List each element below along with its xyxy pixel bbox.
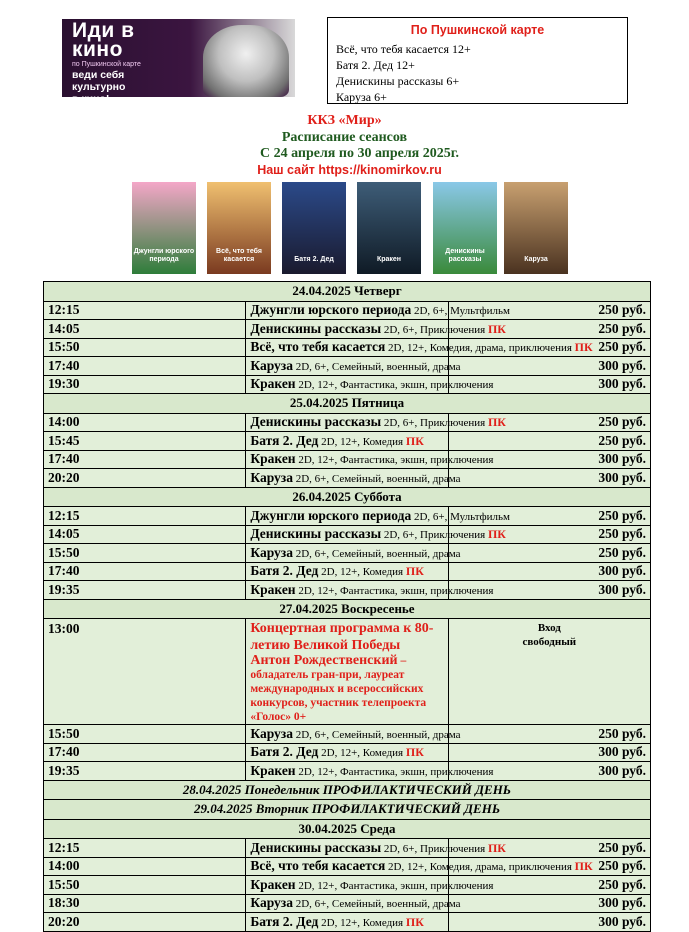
schedule-period: С 24 апреля по 30 апреля 2025г. [259, 146, 460, 161]
day-header-row [44, 487, 651, 507]
session-time: 19:35 [44, 581, 246, 600]
session-time: 15:50 [44, 338, 246, 357]
session-movie [246, 525, 507, 544]
pushkin-card-mark: ПК [574, 340, 593, 355]
session-row [44, 839, 651, 858]
session-price: 300 руб. [448, 581, 650, 600]
day-header: 24.04.2025 Четверг [44, 282, 651, 302]
movie-info: 2D, 12+, Комедия [318, 747, 406, 760]
movie-info: 2D, 12+, Фантастика, экшн, приключения [295, 765, 494, 778]
movie-title: Кракен [250, 376, 296, 392]
movie-info: 2D, 6+, Семейный, военный, драма [292, 547, 461, 560]
pushkin-card-item: Батя 2. Дед 12+ [336, 58, 415, 72]
session-time: 12:15 [44, 301, 246, 320]
day-header-row [44, 800, 651, 820]
session-row [44, 450, 651, 469]
session-time: 12:15 [44, 507, 246, 526]
movie-poster [132, 182, 196, 274]
movie-title: Денискины рассказы [250, 526, 382, 542]
day-header-row [44, 394, 651, 414]
session-row [44, 432, 651, 451]
movie-info: 2D, 12+, Комедия, драма, приключения [385, 861, 575, 874]
session-price: 300 руб. [448, 450, 650, 469]
movie-poster [357, 182, 421, 274]
movie-title: Джунгли юрского периода [250, 507, 412, 523]
movie-title: Каруза [250, 544, 293, 560]
concert-title: Концертная программа к 80-летию Великой Победы [250, 621, 434, 653]
concert-performer: Антон Рождественский [250, 653, 398, 668]
session-movie [246, 839, 507, 858]
poster-title: Кракен [376, 256, 402, 263]
session-movie [246, 562, 448, 581]
session-movie [246, 894, 461, 913]
price-line: свободный [522, 636, 577, 648]
banner-subtitle: по Пушкинской карте [72, 61, 141, 68]
session-movie [246, 544, 461, 563]
session-movie [246, 450, 494, 469]
movie-info: 2D, 12+, Фантастика, экшн, приключения [295, 584, 494, 597]
movie-title: Кракен [250, 876, 296, 892]
movie-info: 2D, 12+, Комедия [318, 435, 406, 448]
movie-poster [282, 182, 346, 274]
session-time: 14:00 [44, 857, 246, 876]
movie-title: Кракен [250, 762, 296, 778]
session-price: 250 руб. [448, 725, 650, 744]
session-price: 250 руб. [448, 839, 650, 858]
session-price: 300 руб. [448, 375, 650, 394]
session-row [44, 413, 651, 432]
session-row [44, 581, 651, 600]
session-time: 14:05 [44, 320, 246, 339]
session-time: 18:30 [44, 894, 246, 913]
movie-poster [504, 182, 568, 274]
session-time: 15:50 [44, 725, 246, 744]
movie-title: Всё, что тебя касается [250, 858, 386, 874]
movie-info: 2D, 6+, Приключения [381, 417, 488, 430]
movie-title: Каруза [250, 469, 293, 485]
banner-slogan-3: в кино! [72, 93, 110, 105]
session-price: 300 руб. [448, 357, 650, 376]
session-movie [246, 469, 461, 488]
session-row [44, 469, 651, 488]
pushkin-card-mark: ПК [487, 415, 507, 430]
day-header: 28.04.2025 Понедельник ПРОФИЛАКТИЧЕСКИЙ ДЕНЬ [44, 780, 651, 800]
session-price: 250 руб. [448, 338, 650, 357]
pushkin-card-mark: ПК [574, 859, 593, 874]
schedule-title: Расписание сеансов [281, 130, 408, 145]
session-time: 13:00 [44, 619, 246, 725]
pushkin-card-item: Денискины рассказы 6+ [336, 74, 460, 88]
session-row [44, 913, 651, 932]
movie-title: Джунгли юрского периода [250, 302, 412, 318]
movie-info: 2D, 6+, Приключения [381, 323, 488, 336]
session-time: 17:40 [44, 450, 246, 469]
pushkin-card-mark: ПК [487, 321, 507, 336]
movie-title: Батя 2. Дед [250, 563, 319, 579]
session-time: 15:50 [44, 876, 246, 895]
session-time: 14:00 [44, 413, 246, 432]
banner-slogan-2: культурно [72, 81, 126, 93]
session-time: 15:50 [44, 544, 246, 563]
session-price: 250 руб. [448, 301, 650, 320]
session-movie [246, 857, 593, 876]
poster-title: Всё, что тебя касается [216, 248, 262, 263]
session-row [44, 876, 651, 895]
session-movie [246, 876, 494, 895]
session-price: 300 руб. [448, 562, 650, 581]
pushkin-card-box [327, 17, 628, 104]
session-row [44, 725, 651, 744]
session-movie [246, 762, 494, 781]
banner-slogan-1: веди себя [72, 69, 125, 81]
pushkin-card-banner [62, 19, 295, 105]
concert-row [44, 619, 651, 725]
movie-title: Всё, что тебя касается [250, 339, 386, 355]
session-time: 15:45 [44, 432, 246, 451]
pushkin-card-mark: ПК [487, 840, 507, 855]
session-row [44, 301, 651, 320]
session-row [44, 743, 651, 762]
session-price: 250 руб. [448, 413, 650, 432]
movie-poster [207, 182, 271, 274]
concert-price [448, 619, 650, 725]
day-header-row [44, 780, 651, 800]
session-price: 250 руб. [448, 432, 650, 451]
movie-info: 2D, 12+, Фантастика, экшн, приключения [295, 879, 494, 892]
banner-line-1: Иди в [72, 19, 135, 42]
session-price: 250 руб. [448, 876, 650, 895]
session-movie [246, 357, 461, 376]
movie-info: 2D, 6+, Мультфильм [411, 510, 510, 523]
movie-title: Денискины рассказы [250, 839, 382, 855]
movie-title: Батя 2. Дед [250, 913, 319, 929]
pushkin-card-mark: ПК [405, 433, 424, 448]
session-price: 300 руб. [448, 743, 650, 762]
movie-title: Батя 2. Дед [250, 432, 319, 448]
poster-title: Каруза [524, 256, 548, 263]
pushkin-card-mark: ПК [487, 527, 507, 542]
movie-info: 2D, 12+, Фантастика, экшн, приключения [295, 454, 494, 467]
movie-info: 2D, 6+, Семейный, военный, драма [292, 360, 461, 373]
movie-title: Батя 2. Дед [250, 744, 319, 760]
movie-poster [433, 182, 497, 274]
session-time: 17:40 [44, 562, 246, 581]
session-row [44, 320, 651, 339]
poster-title: Джунгли юрского периода [133, 248, 195, 263]
session-movie [246, 301, 510, 320]
movie-info: 2D, 6+, Приключения [381, 842, 488, 855]
session-price: 250 руб. [448, 525, 650, 544]
session-row [44, 562, 651, 581]
pushkin-card-mark: ПК [405, 745, 424, 760]
movie-info: 2D, 6+, Мультфильм [411, 305, 510, 318]
movie-title: Каруза [250, 895, 293, 911]
banner-slogan [72, 69, 125, 105]
day-header-row [44, 819, 651, 839]
movie-title: Денискины рассказы [250, 320, 382, 336]
concert-description [250, 654, 443, 724]
session-time: 14:05 [44, 525, 246, 544]
movie-info: 2D, 12+, Комедия [318, 566, 406, 579]
session-row [44, 894, 651, 913]
day-header: 29.04.2025 Вторник ПРОФИЛАКТИЧЕСКИЙ ДЕНЬ [44, 800, 651, 820]
session-row [44, 357, 651, 376]
session-row [44, 375, 651, 394]
session-price: 300 руб. [448, 913, 650, 932]
movie-info: 2D, 6+, Приключения [381, 529, 488, 542]
session-movie [246, 913, 448, 932]
session-row [44, 544, 651, 563]
session-time: 19:35 [44, 762, 246, 781]
session-row [44, 525, 651, 544]
poster-title: Денискины рассказы [445, 248, 485, 263]
pushkin-card-item: Каруза 6+ [336, 90, 387, 104]
session-movie [246, 743, 448, 762]
day-header-row [44, 599, 651, 619]
day-header: 25.04.2025 Пятница [44, 394, 651, 414]
concert-info [246, 619, 448, 725]
session-movie [246, 725, 461, 744]
movie-info: 2D, 6+, Семейный, военный, драма [292, 472, 461, 485]
movie-title: Каруза [250, 357, 293, 373]
session-movie [246, 432, 448, 451]
pushkin-portrait [203, 25, 289, 97]
session-movie [246, 338, 593, 357]
day-header: 27.04.2025 Воскресенье [44, 599, 651, 619]
poster-title: Батя 2. Дед [294, 256, 334, 263]
session-row [44, 857, 651, 876]
banner-headline [72, 21, 135, 59]
movie-info: 2D, 12+, Комедия [318, 916, 406, 929]
pushkin-card-mark: ПК [405, 564, 424, 579]
venue-name: ККЗ «Мир» [307, 113, 382, 128]
movie-title: Каруза [250, 725, 293, 741]
session-time: 17:40 [44, 743, 246, 762]
session-price: 300 руб. [448, 894, 650, 913]
session-price: 300 руб. [448, 762, 650, 781]
schedule-table [43, 281, 651, 932]
session-movie [246, 375, 494, 394]
pushkin-card-mark: ПК [405, 914, 424, 929]
session-time: 12:15 [44, 839, 246, 858]
pushkin-card-title: По Пушкинской карте [410, 23, 545, 37]
movie-title: Кракен [250, 451, 296, 467]
day-header: 26.04.2025 Суббота [44, 487, 651, 507]
session-row [44, 762, 651, 781]
session-price: 250 руб. [448, 320, 650, 339]
session-price: 250 руб. [448, 544, 650, 563]
session-price: 300 руб. [448, 469, 650, 488]
session-price: 250 руб. [448, 857, 650, 876]
session-row [44, 507, 651, 526]
session-time: 20:20 [44, 913, 246, 932]
movie-info: 2D, 12+, Комедия, драма, приключения [385, 342, 575, 355]
day-header: 30.04.2025 Среда [44, 819, 651, 839]
movie-title: Денискины рассказы [250, 414, 382, 430]
price-line: Вход [537, 622, 561, 634]
session-time: 20:20 [44, 469, 246, 488]
website-link[interactable]: Наш сайт https://kinomirkov.ru [257, 163, 442, 177]
movie-info: 2D, 6+, Семейный, военный, драма [292, 898, 461, 911]
movie-info: 2D, 6+, Семейный, военный, драма [292, 728, 461, 741]
concert-details: – обладатель гран-при, лауреат международных и всероссийских конкурсов, участник телепроекта «Голос» 0+ [250, 655, 427, 723]
session-movie [246, 413, 507, 432]
session-row [44, 338, 651, 357]
pushkin-card-item: Всё, что тебя касается 12+ [336, 42, 471, 56]
session-movie [246, 320, 507, 339]
session-time: 19:30 [44, 375, 246, 394]
session-movie [246, 507, 510, 526]
movie-title: Кракен [250, 581, 296, 597]
session-movie [246, 581, 494, 600]
movie-info: 2D, 12+, Фантастика, экшн, приключения [295, 379, 494, 392]
session-price: 250 руб. [448, 507, 650, 526]
day-header-row [44, 282, 651, 302]
banner-line-2: кино [72, 38, 123, 61]
session-time: 17:40 [44, 357, 246, 376]
